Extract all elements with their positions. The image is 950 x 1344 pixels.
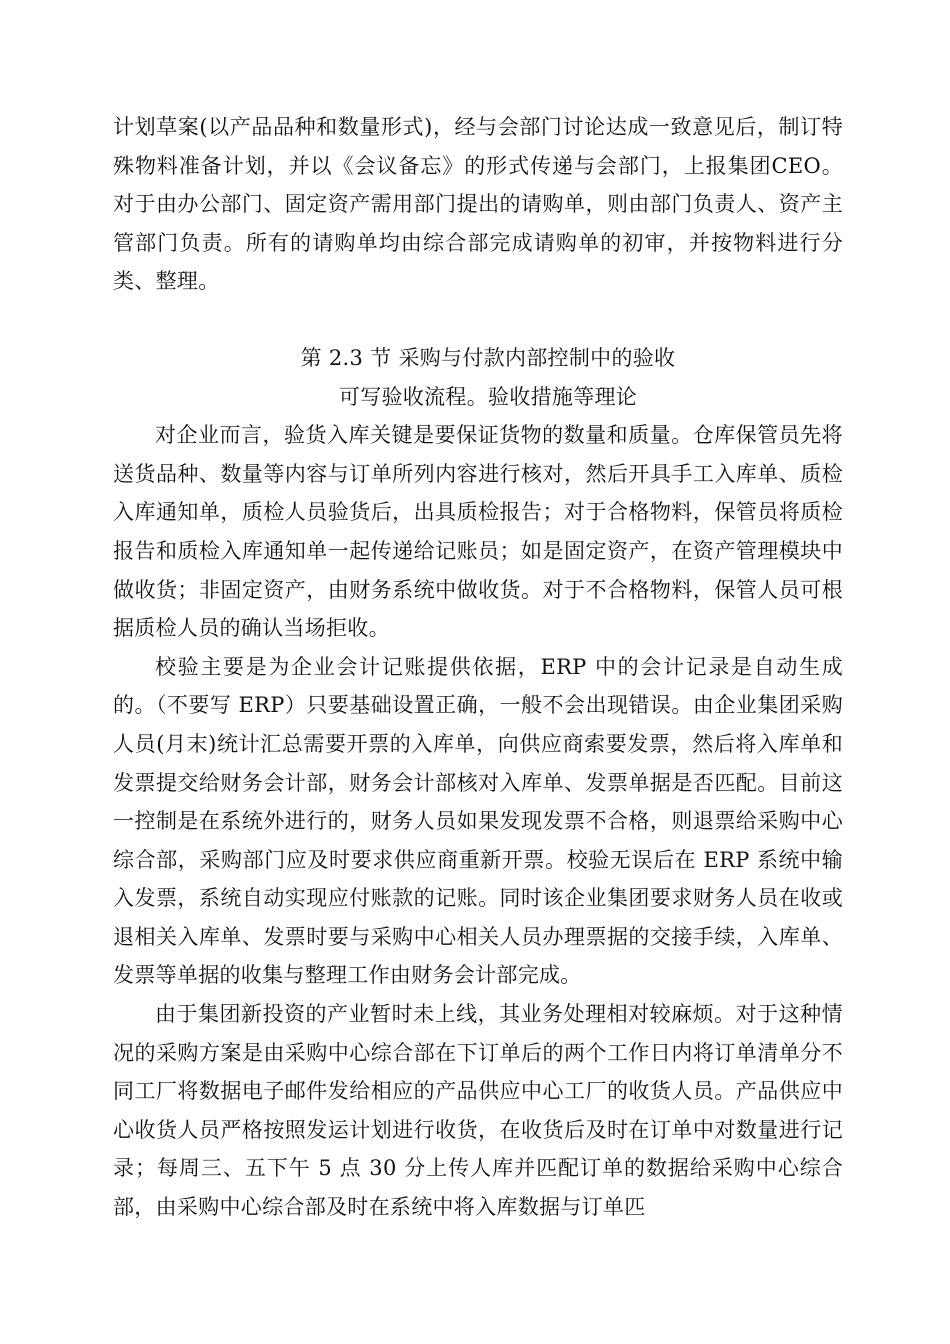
section-heading: 第 2.3 节 采购与付款内部控制中的验收 xyxy=(300,345,676,370)
section-gap xyxy=(113,301,843,339)
paragraph-intro: 计划草案(以产品品种和数量形式)，经与会部门讨论达成一致意见后，制订特殊物料准备计划，并以《会议备忘》的形式传递与会部门，上报集团CEO。对于由办公部门、固定资产需用部门提出的请购单，则由部门负责人、资产主管部门负责。所有的请购单均由综合部完成请购单的初审，并按物料进行分类、整理。 xyxy=(113,115,843,294)
document-page xyxy=(113,108,843,1227)
paragraph-verification: 校验主要是为企业会计记账提供依据，ERP 中的会计记录是自动生成的。（不要写 ERP）只要基础设置正确，一般不会出现错误。由企业集团采购人员(月末)统计汇总需要开票的入库单，向供应商索要发票，然后将入库单和发票提交给财务会计部，财务会计部核对入库单、发票单据是否匹配。目前这一控制是在系统外进行的，财务人员如果发现发票不合格，则退票给采购中心综合部，采购部门应及时要求供应商重新开票。校验无误后在 ERP 系统中输入发票，系统自动实现应付账款的记账。同时该企业集团要求财务人员在收或退相关入库单、发票时要与采购中心相关人员办理票据的交接手续，入库单、发票等单据的收集与整理工作由财务会计部完成。 xyxy=(113,654,843,988)
paragraph-inspection: 对企业而言，验货入库关键是要保证货物的数量和质量。仓库保管员先将送货品种、数量等内容与订单所列内容进行核对，然后开具手工入库单、质检入库通知单，质检人员验货后，出具质检报告；对于合格物料，保管员将质检报告和质检入库通知单一起传递给记账员；如是固定资产，在资产管理模块中做收货；非固定资产，由财务系统中做收货。对于不合格物料，保管人员可根据质检人员的确认当场拒收。 xyxy=(113,423,843,641)
paragraph-new-industry: 由于集团新投资的产业暂时未上线，其业务处理相对较麻烦。对于这种情况的采购方案是由采购中心综合部在下订单后的两个工作日内将订单清单分不同工厂将数据电子邮件发给相应的产品供应中心工厂的收货人员。产品供应中心收货人员严格按照发运计划进行收货，在收货后及时在订单中对数量进行记录；每周三、五下午 5 点 30 分上传人库并匹配订单的数据给采购中心综合部，由采购中心综合部及时在系统中将入库数据与订单匹 xyxy=(113,1002,843,1220)
section-subheading: 可写验收流程。验收措施等理论 xyxy=(338,384,638,409)
